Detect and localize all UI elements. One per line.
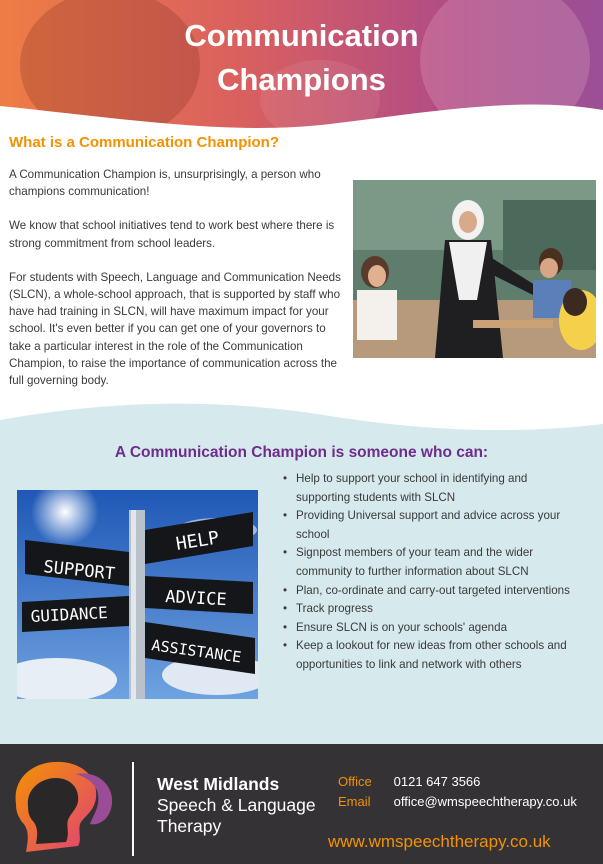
signpost-photo xyxy=(17,490,258,699)
intro-paragraph: We know that school initiatives tend to work best where there is strong commitment from school leaders. xyxy=(9,219,335,250)
head-silhouette-logo-icon xyxy=(6,754,118,858)
list-item: • Signpost members of your team and the wider community to further information about SLCN xyxy=(280,544,580,581)
email-link[interactable]: office@wmspeechtherapy.co.uk xyxy=(393,794,577,809)
office-label: Office xyxy=(338,774,372,789)
email-label: Email xyxy=(338,794,371,809)
office-phone[interactable]: 0121 647 3566 xyxy=(393,774,481,789)
footer-divider xyxy=(132,762,134,856)
email-row xyxy=(338,792,577,812)
list-item: • Track progress xyxy=(280,600,580,619)
sign-advice: ADVICE xyxy=(164,587,228,611)
list-item: • Plan, co-ordinate and carry-out targeted interventions xyxy=(280,582,580,601)
intro-text xyxy=(9,166,347,406)
website-link[interactable]: www.wmspeechtherapy.co.uk xyxy=(328,832,551,851)
footer xyxy=(0,744,603,864)
office-row xyxy=(338,772,577,792)
list-item: • Keep a lookout for new ideas from other schools and opportunities to link and network with others xyxy=(280,637,580,674)
intro-paragraph: For students with Speech, Language and Communication Needs (SLCN), a whole-school approach, that is supported by staff who have had training in SLCN, will have maximum impact for your school. It's even better if you can get one of your governors to take a particular interest in the role of the Communication Champion, to raise the importance of communication across the full governing body. xyxy=(9,270,341,388)
sign-assistance: ASSISTANCE xyxy=(150,636,243,667)
classroom-illustration xyxy=(353,180,596,358)
list-item: • Providing Universal support and advice across your school xyxy=(280,507,580,544)
org-name-line: Therapy xyxy=(157,816,222,836)
organisation-name xyxy=(157,774,316,837)
list-item: • Ensure SLCN is on your schools' agenda xyxy=(280,619,580,638)
org-name-line: West Midlands xyxy=(157,774,280,794)
abilities-heading: A Communication Champion is someone who can: xyxy=(114,444,489,461)
sign-support: SUPPORT xyxy=(42,557,116,585)
contact-details xyxy=(338,772,577,812)
page-title-line: Communication xyxy=(184,18,419,53)
signpost-illustration xyxy=(17,490,258,699)
page-title xyxy=(0,14,603,102)
list-item: • Help to support your school in identifying and supporting students with SLCN xyxy=(280,470,580,507)
page-title-line: Champions xyxy=(217,62,386,97)
sign-guidance: GUIDANCE xyxy=(30,602,109,626)
abilities-list xyxy=(280,470,580,675)
org-name-line: Speech & Language xyxy=(157,795,316,815)
sign-help: HELP xyxy=(174,527,221,555)
intro-heading: What is a Communication Champion? xyxy=(9,134,280,151)
intro-paragraph: A Communication Champion is, unsurprisingly, a person who champions communication! xyxy=(9,168,321,199)
classroom-photo xyxy=(353,180,596,358)
